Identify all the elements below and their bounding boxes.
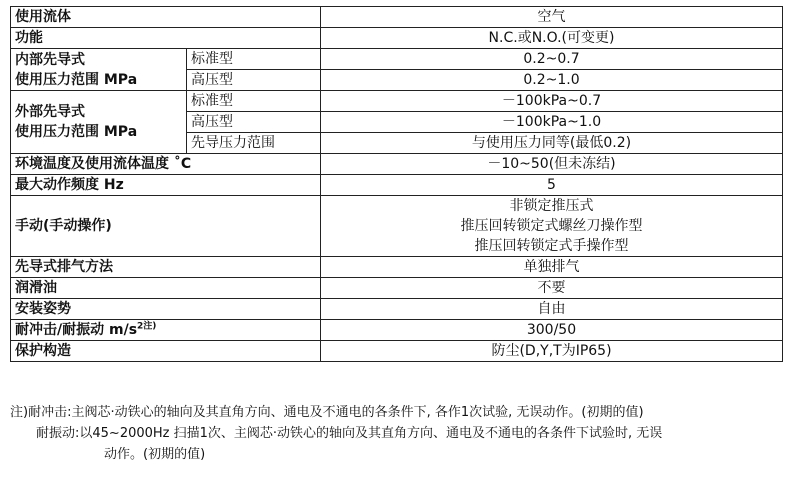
sub-label: 标准型 xyxy=(187,91,321,112)
row-value: 与使用压力同等(最低0.2) xyxy=(321,133,783,154)
row-label: 最大动作频度 Hz xyxy=(11,175,321,196)
table-row xyxy=(11,175,783,196)
row-value xyxy=(321,196,783,257)
table-row xyxy=(11,7,783,28)
row-value: 0.2~0.7 xyxy=(321,49,783,70)
row-value: 不要 xyxy=(321,278,783,299)
label-line: 内部先导式 xyxy=(15,51,85,68)
table-row xyxy=(11,28,783,49)
footnote-vibration-cont: 动作。(初期的值) xyxy=(104,447,206,462)
value-line: 非锁定推压式 xyxy=(509,198,594,214)
table-row xyxy=(11,299,783,320)
sub-label: 高压型 xyxy=(187,112,321,133)
row-value: 5 xyxy=(321,175,783,196)
row-value: 空气 xyxy=(321,7,783,28)
row-label: 润滑油 xyxy=(11,278,321,299)
row-label: 环境温度及使用流体温度 ˚C xyxy=(11,154,321,175)
footnotes xyxy=(10,402,785,465)
table-row xyxy=(11,320,783,341)
spec-table xyxy=(10,6,783,362)
row-label: 使用流体 xyxy=(11,7,321,28)
value-line: 推压回转锁定式螺丝刀操作型 xyxy=(460,218,643,234)
row-value: －100kPa~1.0 xyxy=(321,112,783,133)
sub-label: 标准型 xyxy=(187,49,321,70)
label-text: 耐冲击/耐振动 m/s xyxy=(15,322,138,338)
row-label: 功能 xyxy=(11,28,321,49)
label-line: 使用压力范围 MPa xyxy=(15,71,138,88)
label-line: 使用压力范围 MPa xyxy=(15,124,138,140)
note-superscript: 2注) xyxy=(137,321,157,332)
table-row xyxy=(11,278,783,299)
row-value: N.C.或N.O.(可变更) xyxy=(321,28,783,49)
footnote-impact: 注)耐冲击:主阀芯·动铁心的轴向及其直角方向、通电及不通电的各条件下, 各作1次试验, 无误动作。(初期的值) xyxy=(10,405,644,420)
internal-pilot-label xyxy=(11,49,187,91)
row-value: 防尘(D,Y,T为IP65) xyxy=(321,341,783,362)
row-value: 300/50 xyxy=(321,320,783,341)
row-label: 手动(手动操作) xyxy=(11,196,321,257)
table-row xyxy=(11,257,783,278)
row-value: 0.2~1.0 xyxy=(321,70,783,91)
external-pilot-label xyxy=(11,91,187,154)
row-value: －100kPa~0.7 xyxy=(321,91,783,112)
table-row xyxy=(11,341,783,362)
row-label: 保护构造 xyxy=(11,341,321,362)
table-row xyxy=(11,196,783,257)
row-value: －10~50(但未冻结) xyxy=(321,154,783,175)
sub-label: 高压型 xyxy=(187,70,321,91)
row-label: 安装姿势 xyxy=(11,299,321,320)
value-line: 推压回转锁定式手操作型 xyxy=(474,238,629,254)
row-value: 自由 xyxy=(321,299,783,320)
row-value: 单独排气 xyxy=(321,257,783,278)
table-row xyxy=(11,154,783,175)
footnote-vibration: 耐振动:以45~2000Hz 扫描1次、主阀芯·动铁心的轴向及其直角方向、通电及不通电的各条件下试验时, 无误 xyxy=(36,426,663,441)
table-row xyxy=(11,91,783,112)
row-label xyxy=(11,320,321,341)
table-row xyxy=(11,49,783,70)
label-line: 外部先导式 xyxy=(15,104,85,120)
row-label: 先导式排气方法 xyxy=(11,257,321,278)
sub-label: 先导压力范围 xyxy=(187,133,321,154)
